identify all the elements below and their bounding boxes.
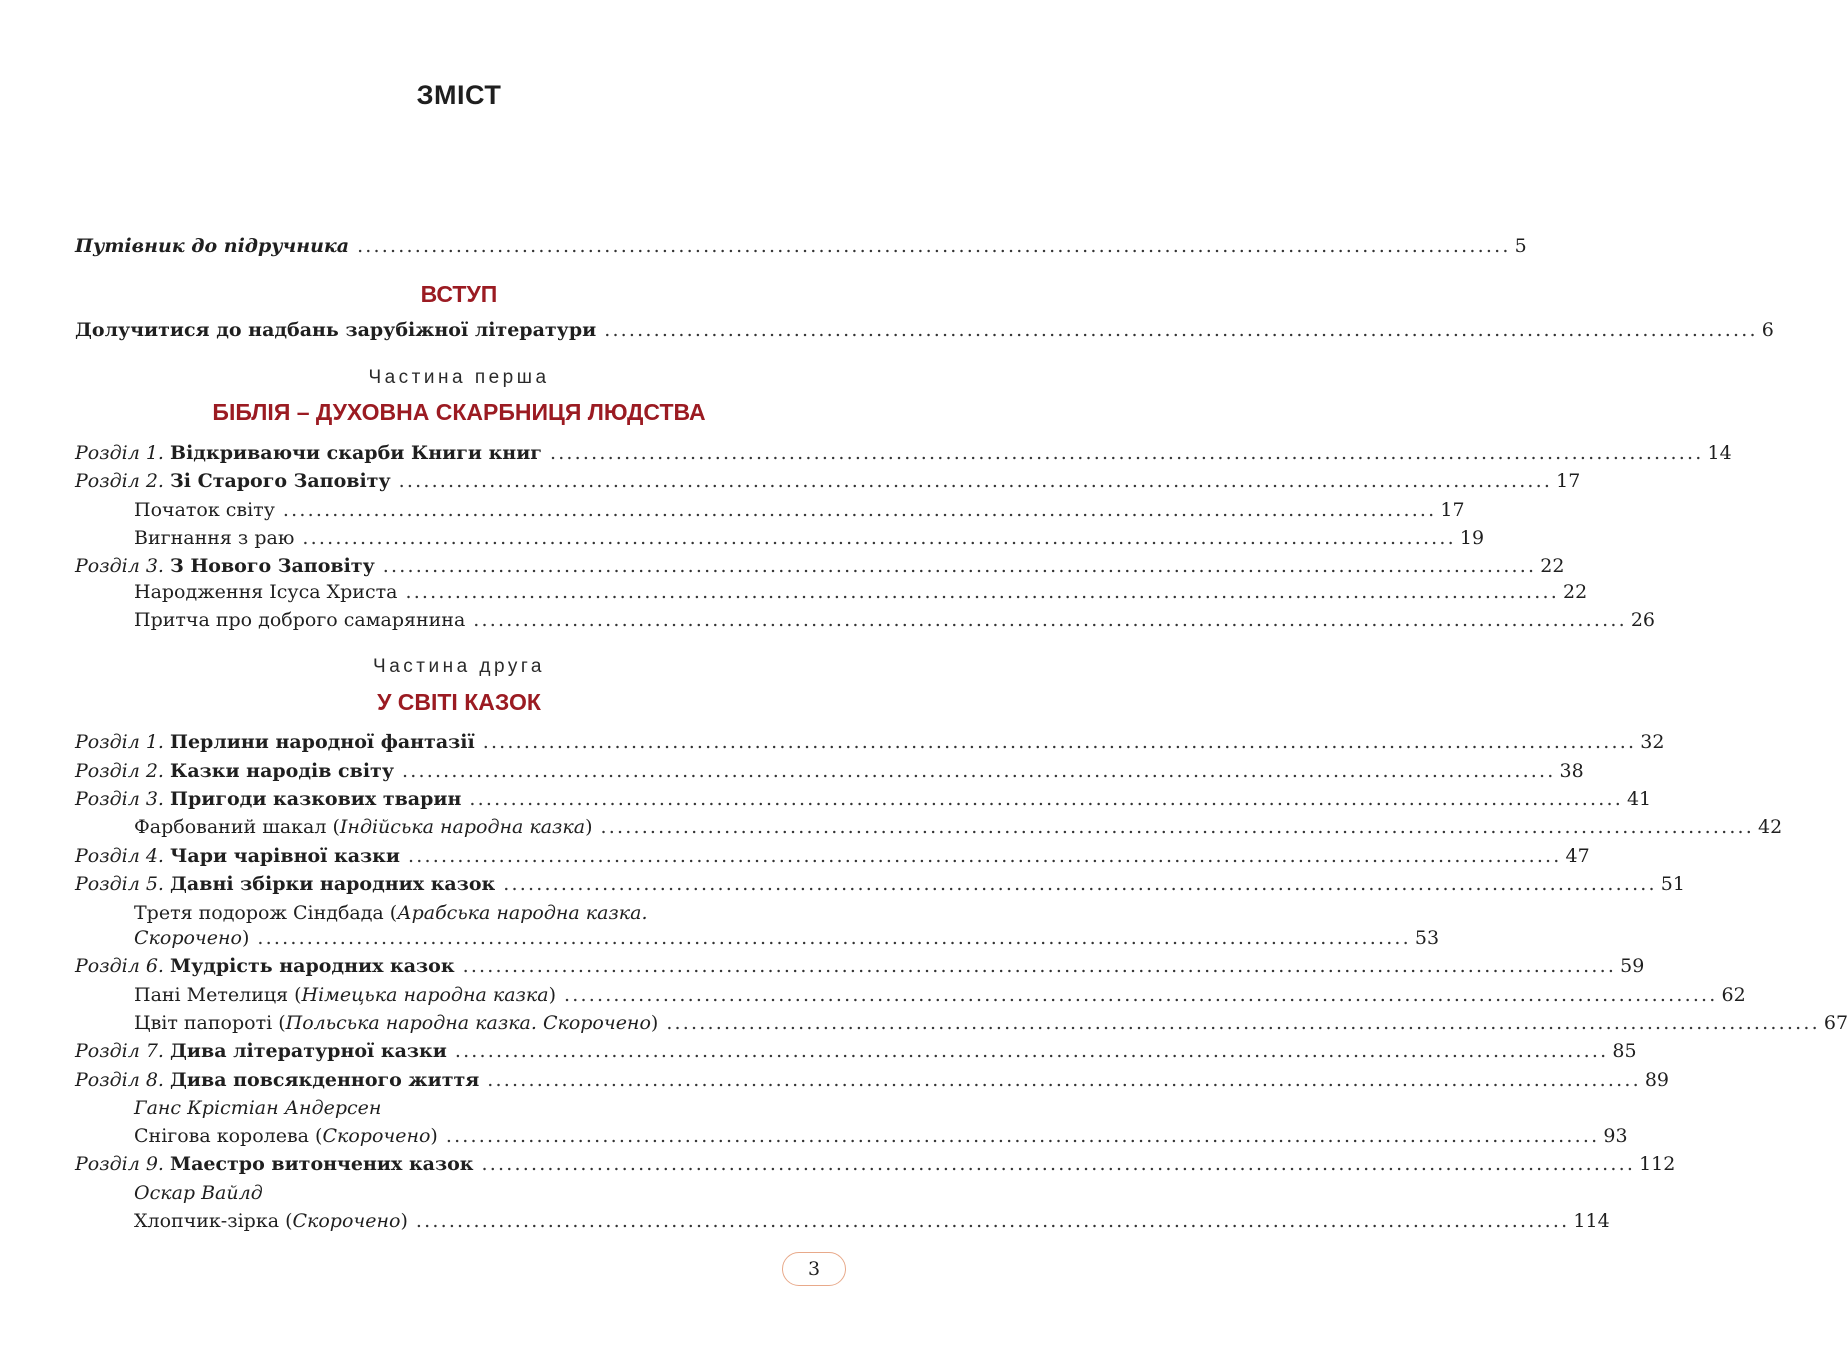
toc-entry-chapter[interactable] xyxy=(75,785,1652,813)
dot-leader: ............................................................................................................................................ xyxy=(408,845,1562,867)
entry-label: Хлопчик-зірка ( xyxy=(134,1210,293,1232)
page-ref: 41 xyxy=(1626,788,1652,810)
toc-entry-work[interactable] xyxy=(134,1009,1848,1037)
entry-label: Притча про доброго самарянина xyxy=(134,609,466,631)
entry-note: Німецька народна казка xyxy=(301,984,549,1006)
entry-note: Індійська народна казка xyxy=(339,816,586,838)
entry-label: Снігова королева ( xyxy=(134,1125,323,1147)
page-ref: 59 xyxy=(1620,955,1645,977)
page-ref: 89 xyxy=(1644,1069,1670,1091)
toc-entry-chapter[interactable] xyxy=(75,552,1565,580)
page-number-badge xyxy=(782,1252,846,1286)
page-ref: 22 xyxy=(1563,581,1588,603)
dot-leader: ............................................................................................................................................ xyxy=(357,235,1511,257)
page-ref: 6 xyxy=(1761,319,1774,341)
chapter-title: Мудрість народних казок xyxy=(170,955,455,977)
toc-entry-chapter[interactable] xyxy=(75,1066,1670,1094)
section-heading-part2: У СВІТІ КАЗОК xyxy=(377,689,541,715)
part-label-2: Частина друга xyxy=(373,656,545,677)
toc-entry-work[interactable] xyxy=(134,524,1485,552)
chapter-prefix: Розділ 8. xyxy=(75,1069,164,1091)
toc-entry-work-line2[interactable] xyxy=(134,924,1440,952)
page-ref: 112 xyxy=(1639,1153,1676,1175)
chapter-prefix: Розділ 9. xyxy=(75,1153,164,1175)
dot-leader: ............................................................................................................................................ xyxy=(503,873,1657,895)
page-ref: 5 xyxy=(1514,235,1527,257)
toc-entry-chapter[interactable] xyxy=(75,467,1581,495)
section-heading-part1: БІБЛІЯ – ДУХОВНА СКАРБНИЦЯ ЛЮДСТВА xyxy=(212,399,706,425)
entry-label: Долучитися до надбань зарубіжної літератури xyxy=(75,319,597,341)
page-ref: 38 xyxy=(1559,760,1584,782)
chapter-title: Дива повсякденного життя xyxy=(170,1069,480,1091)
page-number: 3 xyxy=(807,1258,821,1280)
toc-entry-work[interactable] xyxy=(134,578,1588,606)
entry-note: Скорочено xyxy=(292,1210,401,1232)
entry-label: Цвіт папороті ( xyxy=(134,1012,286,1034)
chapter-prefix: Розділ 1. xyxy=(75,731,164,753)
toc-entry-chapter[interactable] xyxy=(75,1037,1637,1065)
dot-leader: ............................................................................................................................................ xyxy=(454,1040,1609,1062)
chapter-title: Чари чарівної казки xyxy=(170,845,400,867)
chapter-title: Пригоди казкових тварин xyxy=(170,788,462,810)
dot-leader: ............................................................................................................................................ xyxy=(398,470,1553,492)
toc-entry-work[interactable] xyxy=(134,1207,1610,1235)
page-ref: 85 xyxy=(1612,1040,1637,1062)
page-ref: 67 xyxy=(1823,1012,1848,1034)
chapter-title: Маестро витончених казок xyxy=(170,1153,474,1175)
page-ref: 93 xyxy=(1603,1125,1628,1147)
page-ref: 17 xyxy=(1556,470,1581,492)
toc-entry-chapter[interactable] xyxy=(75,728,1665,756)
chapter-title: Давні збірки народних казок xyxy=(170,873,496,895)
chapter-prefix: Розділ 3. xyxy=(75,555,164,577)
toc-entry-chapter[interactable] xyxy=(75,870,1685,898)
toc-entry-intro[interactable] xyxy=(75,316,1774,344)
chapter-prefix: Розділ 2. xyxy=(75,760,164,782)
dot-leader: ............................................................................................................................................ xyxy=(549,442,1704,464)
section-heading-intro: ВСТУП xyxy=(420,281,498,307)
toc-entry-work-line1[interactable] xyxy=(134,899,648,927)
page-ref: 32 xyxy=(1640,731,1665,753)
chapter-prefix: Розділ 7. xyxy=(75,1040,164,1062)
page-ref: 62 xyxy=(1721,984,1746,1006)
chapter-title: З Нового Заповіту xyxy=(170,555,375,577)
entry-close: ) xyxy=(650,1012,659,1034)
toc-entry-work[interactable] xyxy=(134,813,1783,841)
dot-leader: ............................................................................................................................................ xyxy=(302,527,1456,549)
entry-close: ) xyxy=(548,984,556,1006)
dot-leader: ............................................................................................................................................ xyxy=(604,319,1758,341)
page-ref: 47 xyxy=(1565,845,1590,867)
dot-leader: ............................................................................................................................................ xyxy=(482,731,1637,753)
page-ref: 114 xyxy=(1573,1210,1610,1232)
chapter-title: Зі Старого Заповіту xyxy=(170,470,391,492)
dot-leader: ............................................................................................................................................ xyxy=(282,499,1437,521)
page-ref: 22 xyxy=(1540,555,1565,577)
toc-entry-guide[interactable] xyxy=(75,232,1527,260)
page-ref: 19 xyxy=(1459,527,1485,549)
toc-entry-chapter[interactable] xyxy=(75,1150,1676,1178)
dot-leader: ............................................................................................................................................ xyxy=(564,984,1718,1006)
chapter-prefix: Розділ 6. xyxy=(75,955,164,977)
toc-entry-work[interactable] xyxy=(134,1122,1628,1150)
entry-label: Вигнання з раю xyxy=(134,527,295,549)
toc-entry-work[interactable] xyxy=(134,981,1746,1009)
page-ref: 53 xyxy=(1414,927,1440,949)
entry-close: ) xyxy=(585,816,593,838)
dot-leader: ............................................................................................................................................ xyxy=(600,816,1755,838)
entry-note: Польська народна казка. Скорочено xyxy=(285,1012,651,1034)
dot-leader: ............................................................................................................................................ xyxy=(257,927,1411,949)
entry-note: Арабська народна казка. xyxy=(397,902,648,924)
dot-leader: ............................................................................................................................................ xyxy=(382,555,1537,577)
page-title: ЗМІСТ xyxy=(416,80,502,110)
toc-entry-chapter[interactable] xyxy=(75,757,1584,785)
entry-label: Фарбований шакал ( xyxy=(134,816,340,838)
chapter-prefix: Розділ 2. xyxy=(75,470,164,492)
entry-label: Початок світу xyxy=(134,499,275,521)
dot-leader: ............................................................................................................................................ xyxy=(405,581,1559,603)
entry-close: ) xyxy=(241,927,250,949)
dot-leader: ............................................................................................................................................ xyxy=(401,760,1556,782)
entry-label: Пані Метелиця ( xyxy=(134,984,302,1006)
part-label-1: Частина перша xyxy=(368,367,550,388)
toc-entry-chapter[interactable] xyxy=(75,439,1732,467)
toc-entry-chapter[interactable] xyxy=(75,842,1590,870)
entry-label: Третя подорож Сіндбада ( xyxy=(134,902,398,924)
toc-entry-chapter[interactable] xyxy=(75,952,1645,980)
entry-note: Скорочено xyxy=(134,927,242,949)
chapter-prefix: Розділ 5. xyxy=(75,873,164,895)
chapter-title: Перлини народної фантазії xyxy=(170,731,475,753)
toc-entry-work[interactable] xyxy=(134,606,1656,634)
chapter-prefix: Розділ 4. xyxy=(75,845,164,867)
chapter-prefix: Розділ 3. xyxy=(75,788,164,810)
page-ref: 17 xyxy=(1440,499,1465,521)
entry-label: Путівник до підручника xyxy=(75,235,350,257)
entry-note: Скорочено xyxy=(322,1125,431,1147)
page-ref: 51 xyxy=(1660,873,1685,895)
page-ref: 42 xyxy=(1758,816,1783,838)
dot-leader: ............................................................................................................................................ xyxy=(469,788,1623,810)
dot-leader: ............................................................................................................................................ xyxy=(481,1153,1636,1175)
author-name: Оскар Вайлд xyxy=(134,1182,263,1204)
entry-close: ) xyxy=(430,1125,438,1147)
dot-leader: ............................................................................................................................................ xyxy=(462,955,1617,977)
entry-label: Народження Ісуса Христа xyxy=(134,581,398,603)
chapter-title: Дива літературної казки xyxy=(170,1040,447,1062)
dot-leader: ............................................................................................................................................ xyxy=(473,609,1627,631)
chapter-title: Казки народів світу xyxy=(170,760,394,782)
dot-leader: ............................................................................................................................................ xyxy=(415,1210,1570,1232)
toc-entry-work[interactable] xyxy=(134,496,1465,524)
chapter-prefix: Розділ 1. xyxy=(75,442,164,464)
page-ref: 14 xyxy=(1707,442,1732,464)
chapter-title: Відкриваючи скарби Книги книг xyxy=(170,442,542,464)
page-ref: 26 xyxy=(1630,609,1656,631)
entry-close: ) xyxy=(400,1210,408,1232)
dot-leader: ............................................................................................................................................ xyxy=(445,1125,1600,1147)
dot-leader: ............................................................................................................................................ xyxy=(666,1012,1820,1034)
author-name: Ганс Крістіан Андерсен xyxy=(134,1097,382,1119)
dot-leader: ............................................................................................................................................ xyxy=(487,1069,1641,1091)
